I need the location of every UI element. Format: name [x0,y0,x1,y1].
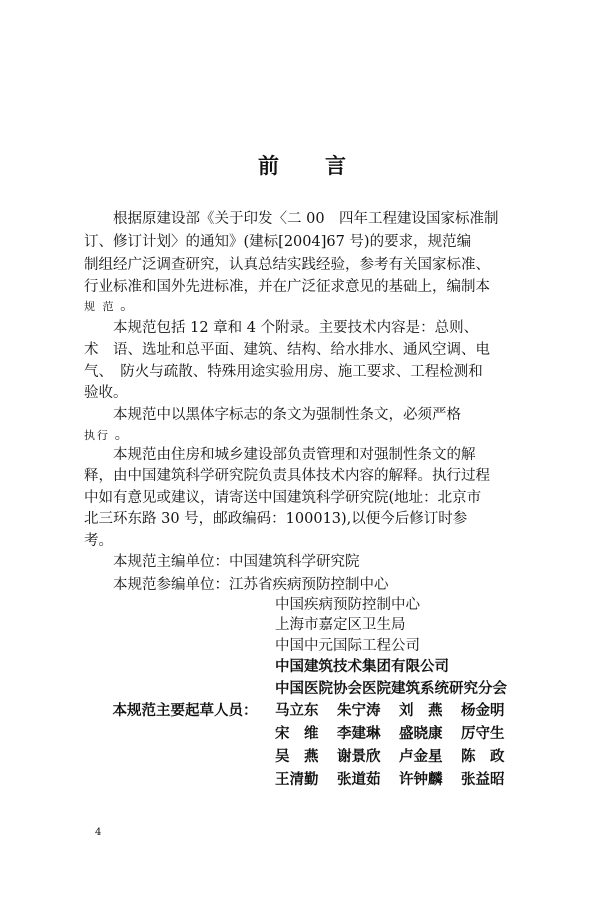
drafter-name: 张益昭 [461,771,505,788]
participating-unit: 中国建筑技术集团有限公司 [275,658,449,675]
drafters-row [275,724,523,744]
para4-line2: 释，由中国建筑科学研究院负责具体技术内容的解释。执行过程 [84,468,490,484]
drafter-name: 陈 政 [461,748,505,765]
drafter-name: 卢金星 [399,748,443,765]
drafter-name: 王清勤 [275,771,319,788]
participating-unit: 上海市嘉定区卫生局 [275,617,406,633]
chief-unit-line [84,552,360,572]
para2-line1: 本规范包括 12 章和 4 个附录。主要技术内容是：总则、 [84,320,479,336]
drafter-name: 马立东 [275,702,319,719]
drafter-name: 盛晓康 [399,725,443,742]
drafter-name: 吴 燕 [275,748,319,765]
para1-tail: 规 范 [84,300,116,313]
page-title [0,150,606,180]
chief-unit-name: 中国建筑科学研究院 [229,554,360,570]
drafters-row [275,701,523,721]
para1-line1: 根据原建设部《关于印发〈二 00 四年工程建设国家标准制 [84,211,499,227]
drafter-name: 刘 燕 [399,702,443,719]
para2-line2: 术 语、选址和总平面、建筑、结构、给水排水、通风空调、电 [84,342,490,358]
participating-units-line [84,575,389,595]
para4-line5: 考。 [84,533,113,549]
para4-line4: 北三环东路 30 号，邮政编码：100013),以便今后修订时参 [84,511,468,527]
drafter-name: 谢景欣 [337,748,381,765]
para1-tail-mark: 。 [115,298,135,314]
para1-line4: 行业标准和国外先进标准，并在广泛征求意见的基础上，编制本 [84,279,490,295]
para1-line3: 制组经广泛调查研究，认真总结实践经验，参考有关国家标准、 [84,257,490,273]
drafter-name: 许钟麟 [399,771,443,788]
drafters-label: 本规范主要起草人员： [98,702,258,719]
drafter-name: 张道茹 [337,771,381,788]
title-char-1: 前 [258,153,281,178]
para1-line2: 订、修订计划〉的通知》(建标[2004]67 号)的要求，规范编 [84,234,472,250]
participating-unit: 中国中元国际工程公司 [275,638,420,654]
chief-unit-label: 本规范主编单位： [84,554,229,570]
para3-tail-mark: 。 [110,427,130,443]
para4-line1: 本规范由住房和城乡建设部负责管理和对强制性条文的解 [84,447,476,463]
page-number: 4 [95,827,102,838]
para3-tail: 执行 [84,429,110,442]
participating-unit: 中国医院协会医院建筑系统研究分会 [275,680,507,697]
para4-line3: 中如有意见或建议，请寄送中国建筑科学研究院(地址：北京市 [84,490,482,506]
drafters-row [275,747,523,767]
para1-line5 [84,296,135,317]
para2-line4: 验收。 [84,385,128,401]
participating-units-label: 本规范参编单位： [84,577,229,593]
para2-line3: 气、 防火与疏散、特殊用途实验用房、施工要求、工程检测和 [84,364,483,380]
participating-unit: 中国疾病预防控制中心 [275,597,420,613]
drafter-name: 厉守生 [461,725,505,742]
participating-unit: 江苏省疾病预防控制中心 [229,577,389,593]
drafter-name: 宋 维 [275,725,319,742]
para3-line2 [84,425,129,446]
drafter-name: 朱宁涛 [337,702,381,719]
drafter-name: 杨金明 [461,702,505,719]
drafters-row [275,770,523,790]
title-char-2: 言 [325,153,348,178]
drafter-name: 李建琳 [337,725,381,742]
para3-line1: 本规范中以黑体字标志的条文为强制性条文，必须严格 [84,407,461,423]
